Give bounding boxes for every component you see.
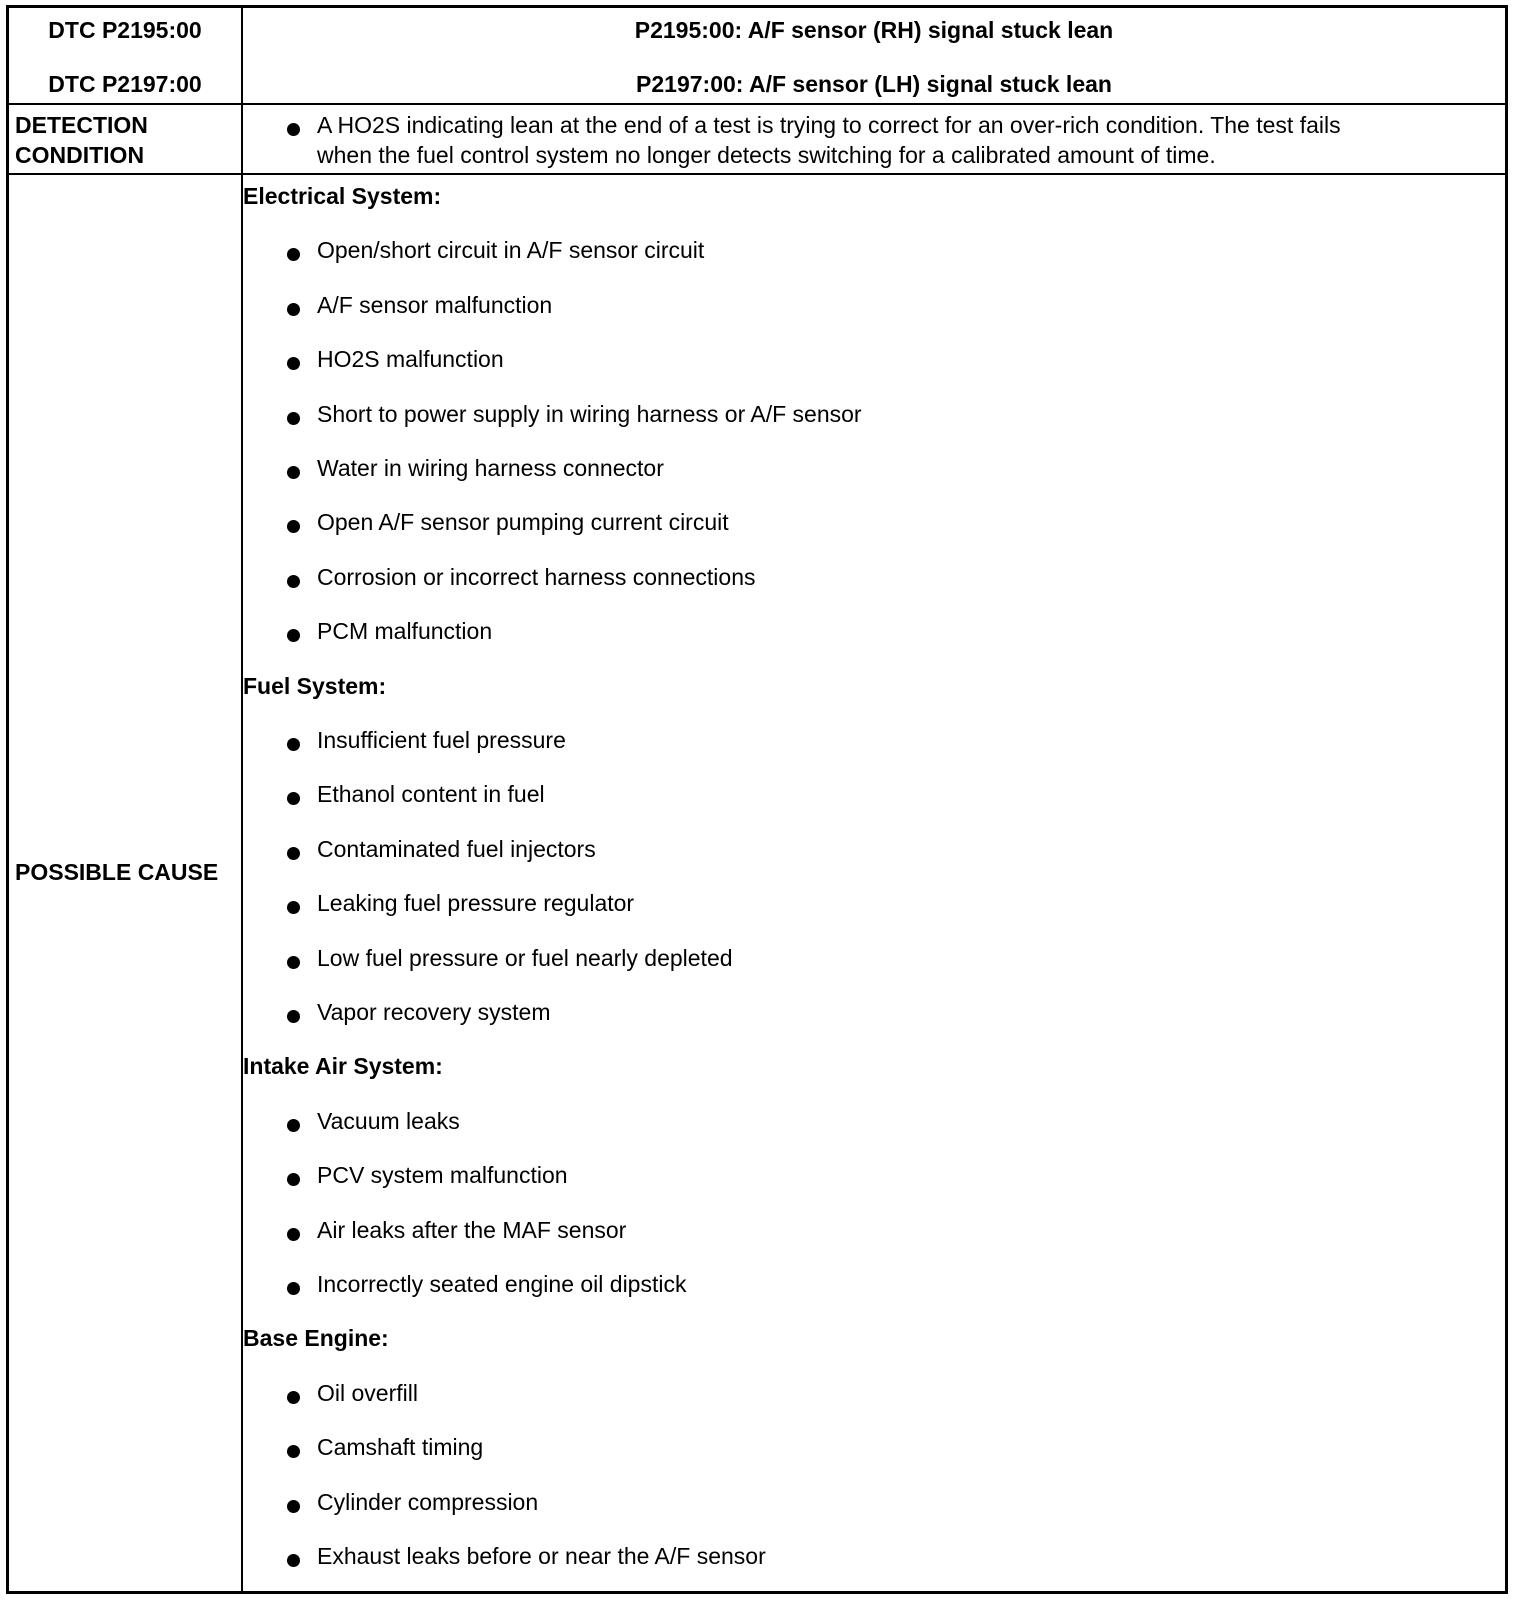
- bullet-icon: [287, 1010, 300, 1023]
- cause-item: Exhaust leaks before or near the A/F sensor: [317, 1543, 766, 1569]
- cause-item: Camshaft timing: [317, 1434, 484, 1461]
- dtc-code-2: DTC P2197:00: [48, 71, 202, 97]
- cause-item: Vacuum leaks: [317, 1107, 460, 1134]
- cause-item: Incorrectly seated engine oil dipstick: [317, 1271, 687, 1297]
- cause-item: Corrosion or incorrect harness connections: [317, 563, 756, 590]
- bullet-icon: [287, 412, 300, 425]
- cause-item: Contaminated fuel injectors: [317, 835, 596, 862]
- bullet-icon: [287, 1282, 300, 1295]
- dtc-description-2: P2197:00: A/F sensor (LH) signal stuck lean: [636, 71, 1112, 97]
- cause-item: Low fuel pressure or fuel nearly depleted: [317, 944, 733, 971]
- cause-section-title: Fuel System:: [243, 672, 387, 699]
- cause-item: Insufficient fuel pressure: [317, 727, 566, 753]
- cause-item: Short to power supply in wiring harness or A/F sensor: [317, 400, 862, 427]
- bullet-icon: [287, 248, 300, 261]
- cause-item: Oil overfill: [317, 1379, 418, 1406]
- cause-section-title: Electrical System:: [243, 183, 442, 209]
- bullet-icon: [287, 520, 300, 533]
- bullet-icon: [287, 303, 300, 316]
- cause-section-title: Base Engine:: [243, 1325, 389, 1352]
- cause-item: Cylinder compression: [317, 1488, 539, 1515]
- row-divider-detection: [9, 173, 1505, 175]
- cause-item: PCM malfunction: [317, 618, 493, 645]
- cause-item: HO2S malfunction: [317, 346, 504, 373]
- column-divider: [241, 8, 243, 1591]
- bullet-icon: [287, 847, 300, 860]
- detection-label-line2: CONDITION: [15, 142, 145, 168]
- cause-item: PCV system malfunction: [317, 1162, 568, 1189]
- dtc-description-1: P2195:00: A/F sensor (RH) signal stuck lean: [634, 17, 1114, 43]
- cause-item: Open/short circuit in A/F sensor circuit: [317, 237, 705, 264]
- possible-cause-label: POSSIBLE CAUSE: [15, 859, 219, 885]
- detection-text-line2: when the fuel control system no longer detects switching for a calibrated amount of time.: [317, 142, 1216, 168]
- bullet-icon: [287, 1500, 300, 1513]
- bullet-icon: [287, 956, 300, 969]
- cause-item: A/F sensor malfunction: [317, 291, 553, 318]
- cause-item: Leaking fuel pressure regulator: [317, 890, 635, 917]
- cause-item: Air leaks after the MAF sensor: [317, 1216, 627, 1243]
- bullet-icon: [287, 1445, 300, 1458]
- bullet-icon: [287, 1554, 300, 1567]
- dtc-code-1: DTC P2195:00: [48, 17, 202, 43]
- bullet-icon: [287, 1173, 300, 1186]
- bullet-icon: [287, 1228, 300, 1241]
- cause-item: Ethanol content in fuel: [317, 781, 545, 808]
- detection-text-line1: A HO2S indicating lean at the end of a test is trying to correct for an over-rich condition. The test fails: [317, 112, 1341, 138]
- cause-item: Open A/F sensor pumping current circuit: [317, 509, 729, 536]
- bullet-icon: [287, 1391, 300, 1404]
- cause-item: Vapor recovery system: [317, 999, 551, 1025]
- bullet-icon: [287, 629, 300, 642]
- bullet-icon: [287, 901, 300, 914]
- detection-label-line1: DETECTION: [15, 112, 148, 138]
- dtc-table: [6, 5, 1508, 1594]
- cause-section-title: Intake Air System:: [243, 1053, 443, 1080]
- row-divider-header: [9, 103, 1505, 105]
- bullet-icon: [287, 466, 300, 479]
- bullet-icon: [287, 575, 300, 588]
- bullet-icon: [287, 792, 300, 805]
- bullet-icon: [287, 738, 300, 751]
- bullet-icon: [287, 123, 300, 136]
- bullet-icon: [287, 357, 300, 370]
- cause-item: Water in wiring harness connector: [317, 455, 664, 481]
- bullet-icon: [287, 1119, 300, 1132]
